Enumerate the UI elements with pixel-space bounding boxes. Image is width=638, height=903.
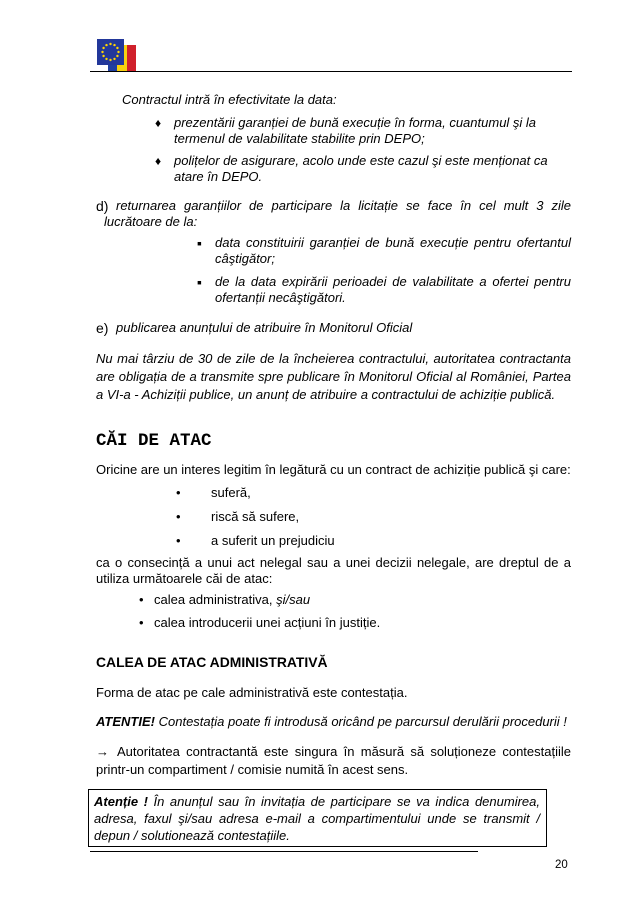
effectiveness-item-line: termenul de valabilitate stabilite prin DEPO; bbox=[174, 131, 425, 146]
bullet-icon: • bbox=[176, 533, 181, 548]
item-d-subitem-line: data constituirii garanției de bună execuție pentru ofertantul bbox=[215, 235, 571, 250]
item-e-text: publicarea anunțului de atribuire în Monitorul Oficial bbox=[116, 320, 413, 335]
item-d-subitem-line: câştigător; bbox=[215, 251, 275, 266]
award-notice-line: Nu mai târziu de 30 de zile de la încheierea contractului, autoritatea contractanta bbox=[96, 351, 571, 366]
remedies-condition: a suferit un prejudiciu bbox=[211, 533, 335, 548]
footer-rule bbox=[90, 851, 478, 852]
remedies-consequence-line: ca o consecință a unui act nelegal sau a unei decizii nelegale, are dreptul de a bbox=[96, 555, 571, 570]
item-d-line: returnarea garanțiilor de participare la licitație se face în cel mult 3 zile bbox=[116, 198, 571, 213]
warning-text: Contestația poate fi introdusă oricând pe parcursul derulării procedurii ! bbox=[158, 714, 567, 729]
authority-line: printr-un compartiment / comisie numită în acest sens. bbox=[96, 762, 409, 777]
notice-box-text: În anunțul sau în invitația de participare se va indica denumirea, bbox=[153, 794, 540, 809]
page-number: 20 bbox=[555, 859, 568, 871]
item-e-marker: e) bbox=[96, 320, 109, 336]
remedies-condition: suferă, bbox=[211, 485, 251, 500]
eu-flag-logo bbox=[95, 37, 139, 73]
eu-flag bbox=[97, 39, 124, 65]
notice-box-line: adresa, faxul şi/sau adresa e-mail a compartimentului unde se transmit / bbox=[94, 811, 540, 826]
warning-label: ATENTIE! bbox=[96, 714, 155, 729]
effectiveness-item-line: prezentării garanției de bună execuție în forma, cuantumul şi la bbox=[174, 115, 537, 130]
administrative-form-text: Forma de atac pe cale administrativă este contestația. bbox=[96, 685, 408, 700]
effectiveness-item-line: atare în DEPO. bbox=[174, 169, 263, 184]
bullet-icon: • bbox=[176, 509, 181, 524]
administrative-warning bbox=[96, 714, 567, 730]
notice-box-line: depun / solutionează contestațiile. bbox=[94, 828, 290, 843]
arrow-right-icon: → bbox=[96, 744, 109, 759]
diamond-bullet-icon: ♦ bbox=[155, 154, 162, 168]
square-bullet-icon: ▪ bbox=[197, 235, 202, 251]
remedies-route-emphasis: şi/sau bbox=[276, 592, 311, 607]
header-rule bbox=[90, 71, 572, 72]
notice-box bbox=[88, 789, 547, 847]
authority-line: Autoritatea contractantă este singura în măsură să soluționeze contestațiile bbox=[117, 744, 571, 759]
item-d-subitem-line: ofertanții necâştigători. bbox=[215, 290, 346, 305]
bullet-icon: • bbox=[139, 615, 144, 630]
bullet-icon: • bbox=[139, 592, 144, 607]
remedies-heading: CĂI DE ATAC bbox=[96, 431, 212, 451]
item-d-subitem-line: de la data expirării perioadei de valabilitate a ofertei pentru bbox=[215, 274, 571, 289]
bullet-icon: • bbox=[176, 485, 181, 500]
remedies-intro: Oricine are un interes legitim în legătură cu un contract de achiziție publică şi care: bbox=[96, 462, 571, 477]
diamond-bullet-icon: ♦ bbox=[155, 116, 162, 130]
award-notice-line: are obligația de a transmite spre publicare în Monitorul Oficial al României, Partea bbox=[96, 369, 571, 384]
effectiveness-label: Contractul intră în efectivitate la data: bbox=[122, 92, 337, 107]
remedies-route-text: calea administrativa, bbox=[154, 592, 273, 607]
administrative-heading: CALEA DE ATAC ADMINISTRATIVĂ bbox=[96, 654, 328, 670]
notice-box-line bbox=[94, 794, 540, 810]
remedies-condition: riscă să sufere, bbox=[211, 509, 300, 524]
award-notice-line: a VI-a - Achiziții publice, un anunț de atribuire a contractului de achiziție publică. bbox=[96, 387, 556, 402]
remedies-route bbox=[154, 592, 310, 608]
remedies-route: calea introducerii unei acțiuni în justiție. bbox=[154, 615, 381, 630]
notice-box-label: Atenție ! bbox=[94, 794, 148, 809]
effectiveness-item-line: polițelor de asigurare, acolo unde este cazul şi este menționat ca bbox=[174, 153, 548, 168]
remedies-consequence-line: utiliza următoarele căi de atac: bbox=[96, 571, 273, 586]
item-d-line: lucrătoare de la: bbox=[104, 214, 198, 229]
item-d-marker: d) bbox=[96, 198, 109, 214]
square-bullet-icon: ▪ bbox=[197, 274, 202, 290]
